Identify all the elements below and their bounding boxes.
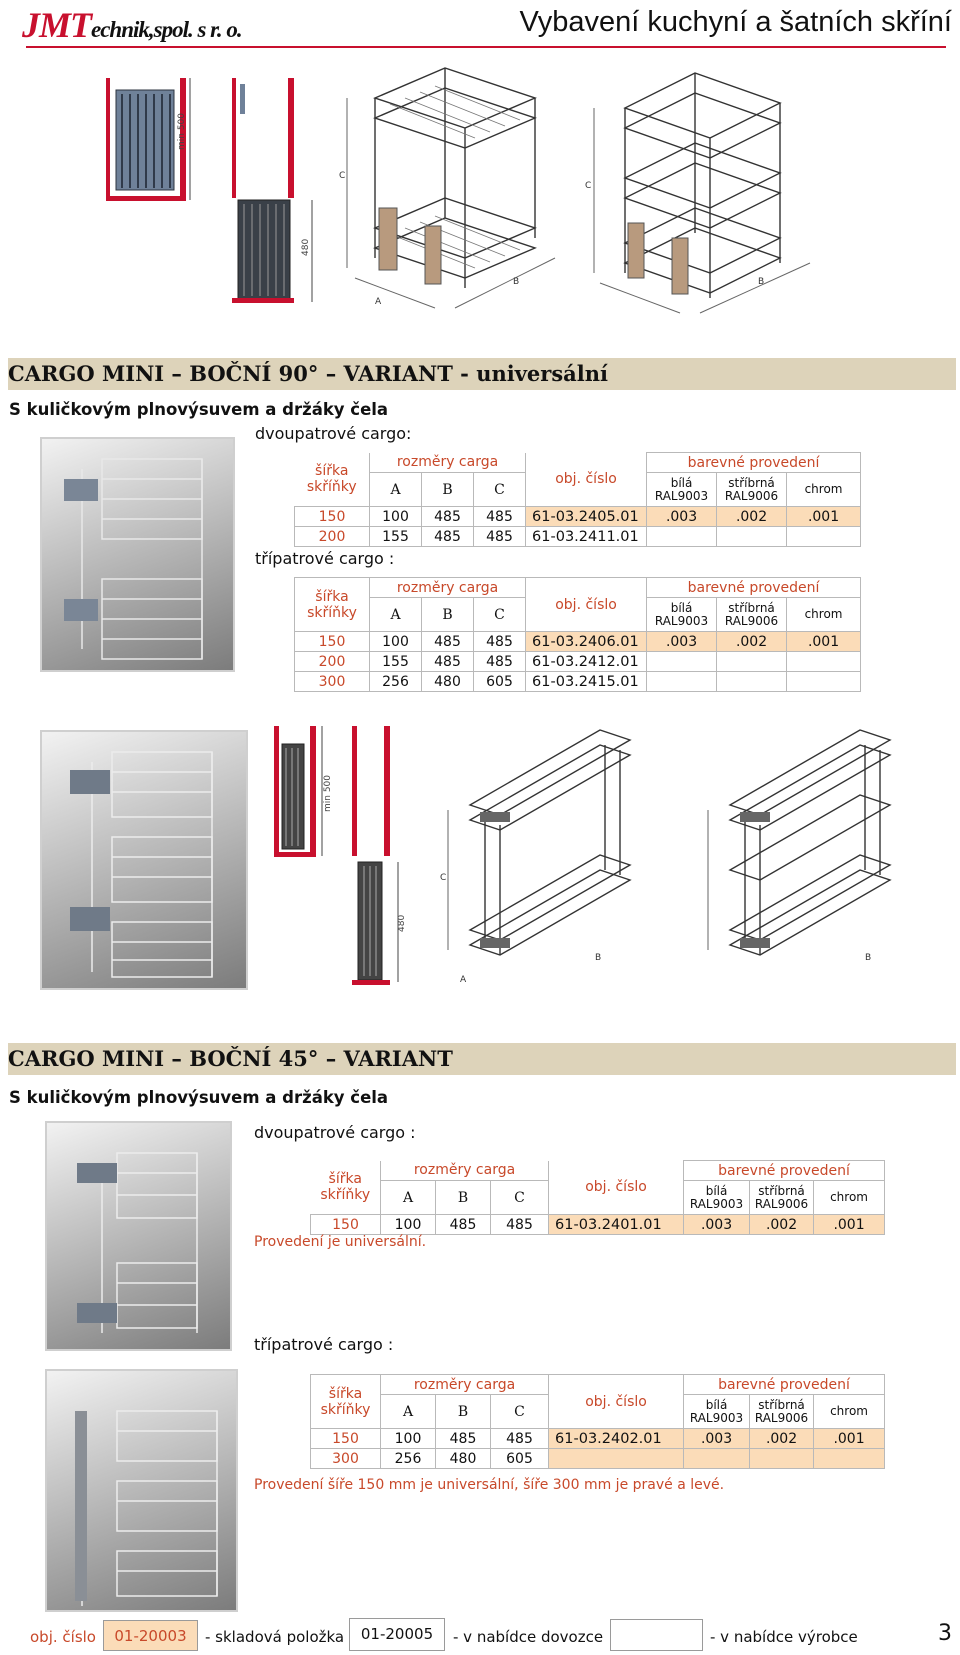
cell-c: 485 (491, 1429, 549, 1449)
cell-silver: .002 (750, 1429, 814, 1449)
col-header-silver-ral: RAL9006 (724, 613, 779, 628)
product-photo-45-3tier (45, 1369, 238, 1612)
cell-white: .003 (647, 632, 717, 652)
cell-c: 485 (474, 652, 526, 672)
col-header-colors: barevné provedení (684, 1161, 885, 1181)
product-photo-90-3tier (40, 730, 248, 990)
cell-b: 485 (422, 507, 474, 527)
footer-maker-code (610, 1619, 703, 1651)
col-header-b: B (436, 1181, 491, 1215)
footer-stock-text: - skladová položka (205, 1628, 345, 1646)
col-header-code: obj. číslo (526, 453, 647, 507)
cargo-side-3tier-technical-drawing (700, 720, 955, 995)
col-header-silver: stříbrná (758, 1183, 805, 1198)
cell-code: 61-03.2401.01 (549, 1215, 684, 1235)
dim-b-label: B (595, 953, 602, 963)
dim-c-label: C (440, 873, 447, 883)
cell-a: 100 (381, 1429, 436, 1449)
universal-note: Provedení je universální. (254, 1234, 427, 1250)
footer-offer-code: 01-20005 (349, 1618, 445, 1651)
col-header-chrome: chrom (814, 1395, 885, 1429)
col-header-width-2: skříňky (307, 604, 357, 621)
cell-c: 485 (491, 1215, 549, 1235)
col-header-width: šířka (315, 463, 349, 480)
dim-c-label: C (339, 171, 346, 181)
col-header-silver-ral: RAL9006 (754, 1196, 809, 1211)
col-header-colors: barevné provedení (647, 578, 861, 598)
section-subtitle-45: S kuličkovým plnovýsuvem a držáky čela (9, 1088, 389, 1107)
col-header-dims: rozměry carga (381, 1375, 549, 1395)
col-header-white-ral: RAL9003 (654, 613, 709, 628)
footer-code-label: obj. číslo (30, 1628, 96, 1646)
cell-silver (717, 527, 787, 547)
cell-c: 605 (474, 672, 526, 692)
cell-b: 480 (422, 672, 474, 692)
col-header-width-2: skříňky (320, 1187, 371, 1204)
cell-chrome (787, 527, 861, 547)
cell-silver (717, 672, 787, 692)
col-header-silver: stříbrná (758, 1397, 805, 1412)
col-header-white-ral: RAL9003 (689, 1410, 744, 1425)
section-subtitle-90: S kuličkovým plnovýsuvem a držáky čela (9, 400, 389, 419)
product-photo-45-2tier (45, 1121, 232, 1351)
col-header-code: obj. číslo (549, 1161, 684, 1215)
section-bar-45 (8, 1043, 956, 1075)
col-header-code: obj. číslo (549, 1375, 684, 1429)
col-header-white: bílá (705, 1397, 728, 1412)
col-header-silver-ral: RAL9006 (724, 488, 779, 503)
cell-b: 485 (422, 527, 474, 547)
two-tier-label-45: dvoupatrové cargo : (254, 1123, 416, 1142)
cell-width: 150 (295, 632, 370, 652)
col-header-a: A (370, 473, 422, 507)
col-header-b: B (422, 473, 474, 507)
col-header-width-2: skříňky (320, 1401, 371, 1418)
width-note: Provedení šíře 150 mm je universální, šíře 300 mm je pravé a levé. (254, 1477, 725, 1493)
col-header-silver-ral: RAL9006 (754, 1410, 809, 1425)
col-header-c: C (474, 598, 526, 632)
cell-chrome (814, 1449, 885, 1469)
col-header-b: B (436, 1395, 491, 1429)
cell-width: 150 (295, 507, 370, 527)
col-header-code: obj. číslo (526, 578, 647, 632)
footer-stock-code: 01-20003 (103, 1620, 198, 1651)
section-bar-90 (8, 358, 956, 390)
table-row (295, 507, 861, 527)
col-header-width: šířka (328, 1171, 362, 1188)
col-header-a: A (370, 598, 422, 632)
cell-chrome: .001 (814, 1429, 885, 1449)
spec-table-45-2tier (310, 1160, 885, 1235)
dim-b-label: B (758, 277, 765, 287)
col-header-silver: stříbrná (728, 600, 775, 615)
cell-white (647, 652, 717, 672)
cell-code: 61-03.2406.01 (526, 632, 647, 652)
section-title-45: CARGO MINI – BOČNÍ 45° – VARIANT (8, 1046, 453, 1071)
product-photo-90-2tier (40, 437, 235, 672)
cell-white: .003 (647, 507, 717, 527)
company-logo (22, 4, 242, 46)
cell-width: 200 (295, 527, 370, 547)
cabinet-plan-drawing-90 (100, 70, 330, 310)
three-tier-label-90: třípatrové cargo : (255, 549, 395, 568)
cell-silver: .002 (750, 1215, 814, 1235)
dim-b-label: B (865, 953, 872, 963)
col-header-white: bílá (670, 475, 693, 490)
table-row (295, 672, 861, 692)
cell-a: 100 (370, 632, 422, 652)
spec-table-90-3tier (294, 577, 861, 692)
cell-width: 300 (311, 1449, 381, 1469)
col-header-dims: rozměry carga (381, 1161, 549, 1181)
header-divider (26, 46, 946, 48)
col-header-white-ral: RAL9003 (689, 1196, 744, 1211)
col-header-width: šířka (328, 1385, 363, 1402)
dim-480-label: 480 (397, 914, 407, 932)
dim-c-label: C (585, 181, 592, 191)
dim-min500-label: min 500 (323, 774, 333, 812)
col-header-a: A (381, 1395, 436, 1429)
cell-code: 61-03.2412.01 (526, 652, 647, 672)
cell-a: 256 (381, 1449, 436, 1469)
cell-a: 100 (381, 1215, 436, 1235)
col-header-a: A (381, 1181, 436, 1215)
col-header-silver: stříbrná (728, 475, 775, 490)
dim-a-label: A (375, 297, 382, 307)
col-header-chrome: chrom (787, 473, 861, 507)
cell-white (647, 672, 717, 692)
col-header-c: C (491, 1181, 549, 1215)
cell-white: .003 (684, 1429, 750, 1449)
cell-white (647, 527, 717, 547)
col-header-c: C (491, 1395, 549, 1429)
cell-width: 200 (295, 652, 370, 672)
col-header-white: bílá (670, 600, 693, 615)
cell-code: 61-03.2411.01 (526, 527, 647, 547)
cargo-2tier-technical-drawing (335, 58, 565, 318)
table-row (295, 527, 861, 547)
cell-silver (717, 652, 787, 672)
spec-table-45-3tier (310, 1374, 885, 1469)
cargo-side-2tier-technical-drawing (440, 720, 685, 995)
cell-silver: .002 (717, 632, 787, 652)
cell-width: 300 (295, 672, 370, 692)
table-row (295, 632, 861, 652)
cell-width: 150 (311, 1429, 381, 1449)
logo-text: echnik,spol. s r. o. (91, 17, 242, 42)
col-header-c: C (474, 473, 526, 507)
cell-chrome (787, 652, 861, 672)
table-row (311, 1429, 885, 1449)
cell-b: 485 (436, 1429, 491, 1449)
col-header-b: B (422, 598, 474, 632)
cell-code (549, 1449, 684, 1469)
cell-code: 61-03.2415.01 (526, 672, 647, 692)
cell-c: 485 (474, 507, 526, 527)
page-number: 3 (938, 1621, 952, 1646)
cell-chrome: .001 (787, 507, 861, 527)
cabinet-plan-drawing-90-b (270, 722, 435, 994)
cell-a: 100 (370, 507, 422, 527)
cell-b: 480 (436, 1449, 491, 1469)
dim-a-label: A (460, 975, 467, 985)
col-header-chrome: chrom (814, 1181, 885, 1215)
col-header-width: šířka (315, 588, 349, 605)
cell-chrome: .001 (814, 1215, 885, 1235)
cell-b: 485 (436, 1215, 491, 1235)
cell-b: 485 (422, 652, 474, 672)
col-header-dims: rozměry carga (370, 453, 526, 473)
col-header-white-ral: RAL9003 (654, 488, 709, 503)
footer-maker-text: - v nabídce výrobce (710, 1628, 858, 1646)
col-header-colors: barevné provedení (684, 1375, 885, 1395)
dim-min500-label: min 500 (177, 112, 187, 150)
cell-width: 150 (311, 1215, 381, 1235)
spec-table-90-2tier (294, 452, 861, 547)
cell-a: 155 (370, 527, 422, 547)
cell-code: 61-03.2405.01 (526, 507, 647, 527)
cell-white: .003 (684, 1215, 750, 1235)
cell-a: 256 (370, 672, 422, 692)
table-row (311, 1215, 885, 1235)
cell-c: 605 (491, 1449, 549, 1469)
cell-c: 485 (474, 632, 526, 652)
section-title-90: CARGO MINI – BOČNÍ 90° – VARIANT - universální (8, 361, 609, 386)
cell-c: 485 (474, 527, 526, 547)
cell-silver: .002 (717, 507, 787, 527)
logo-initials: JMT (22, 5, 91, 45)
table-row (295, 652, 861, 672)
two-tier-label-90: dvoupatrové cargo: (255, 424, 412, 443)
dim-b-label: B (513, 277, 520, 287)
cell-b: 485 (422, 632, 474, 652)
page-header-title: Vybavení kuchyní a šatních skříní (519, 6, 952, 38)
cargo-3tier-technical-drawing (580, 58, 820, 318)
three-tier-label-45: třípatrové cargo : (254, 1335, 394, 1354)
cell-code: 61-03.2402.01 (549, 1429, 684, 1449)
col-header-white: bílá (705, 1183, 728, 1198)
cell-silver (750, 1449, 814, 1469)
table-row (311, 1449, 885, 1469)
col-header-width-2: skříňky (306, 479, 357, 496)
footer-offer-text: - v nabídce dovozce (453, 1628, 604, 1646)
col-header-colors: barevné provedení (647, 453, 861, 473)
col-header-chrome: chrom (787, 598, 861, 632)
cell-a: 155 (370, 652, 422, 672)
cell-chrome (787, 672, 861, 692)
col-header-dims: rozměry carga (370, 578, 526, 598)
cell-white (684, 1449, 750, 1469)
cell-chrome: .001 (787, 632, 861, 652)
dim-480-label: 480 (301, 238, 311, 256)
